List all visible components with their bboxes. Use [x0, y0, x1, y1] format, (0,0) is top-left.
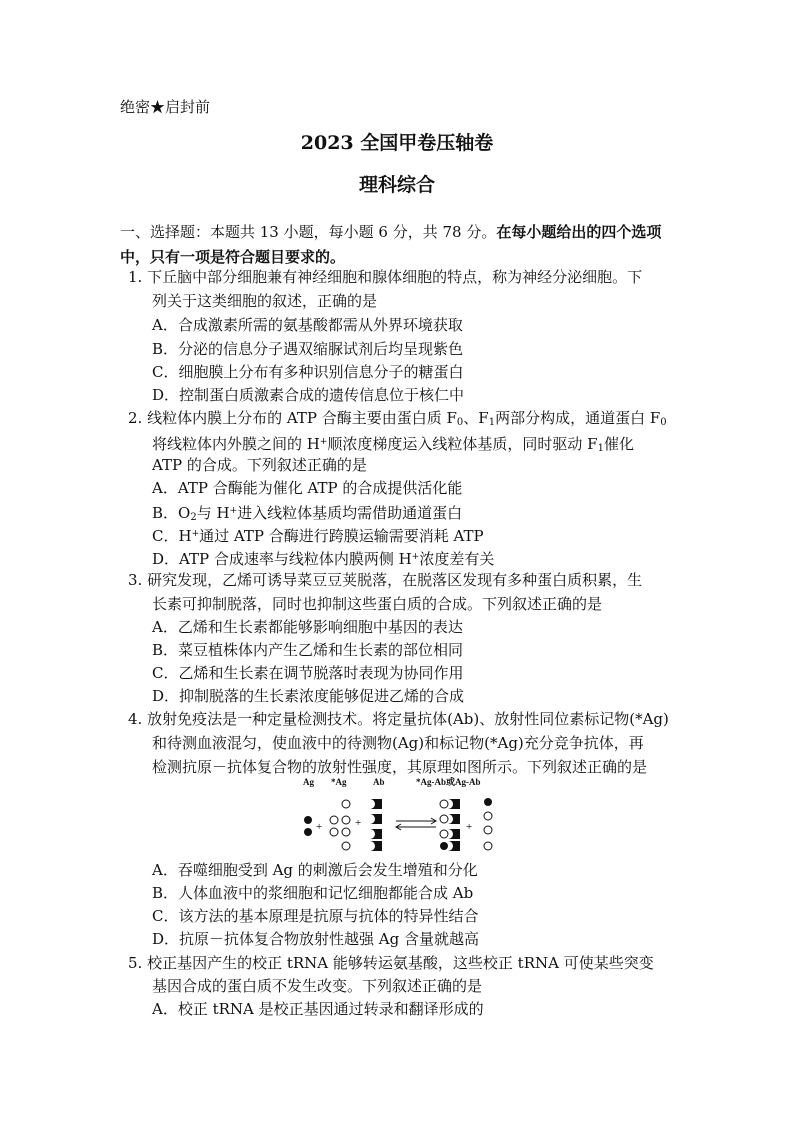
q2-subscript-0b: 0 — [660, 417, 667, 428]
q2-superscript-plus: + — [319, 437, 328, 447]
exam-title: 2023 全国甲卷压轴卷 — [300, 132, 494, 154]
star-ag-open-circle — [342, 816, 350, 824]
free-filled-circle — [484, 798, 492, 806]
label-star-ag: *Ag — [331, 777, 347, 787]
star-ag-open-circle — [330, 816, 338, 824]
section-instructions — [120, 220, 680, 270]
section-heading: 一、选择题：本题共 13 小题，每小题 6 分，共 78 分。 — [120, 223, 497, 241]
label-complex: *Ag-Ab或Ag-Ab — [416, 777, 481, 787]
q4-option-c: C．该方法的基本原理是抗原与抗体的特异性结合 — [152, 907, 479, 925]
star-ag-open-circle — [342, 828, 350, 836]
q2-stem-line3: ATP 的合成。下列叙述正确的是 — [152, 456, 367, 474]
exam-subject: 理科综合 — [358, 174, 435, 196]
q1-stem-line2: 列关于这类细胞的叙述，正确的是 — [152, 292, 378, 310]
complex-filled-circle — [440, 842, 448, 850]
q2-option-a: A．ATP 合酶能为催化 ATP 的合成提供活化能 — [152, 479, 463, 497]
q1-option-d: D．控制蛋白质激素合成的遗传信息位于核仁中 — [152, 386, 465, 404]
q2-option-b-superscript: + — [229, 506, 238, 516]
q4-option-b: B．人体血液中的浆细胞和记忆细胞都能合成 Ab — [152, 884, 474, 902]
q2-option-c-superscript: + — [191, 529, 200, 539]
section-instruction: 在每小题给出的四个选项中，只有一项是符合题目要求的。 — [120, 223, 662, 266]
q1-option-b: B．分泌的信息分子遇双缩脲试剂后均呈现紫色 — [152, 340, 464, 358]
q3-option-d: D．抑制脱落的生长素浓度能够促进乙烯的合成 — [152, 687, 465, 705]
q2-subscript-1b: 1 — [597, 443, 604, 454]
antibody-block — [370, 829, 382, 839]
q2-option-b-part-b: 与 H — [196, 504, 230, 522]
free-open-circle — [484, 826, 492, 834]
q2-stem1-part-a: 2. 线粒体内膜上分布的 ATP 合酶主要由蛋白质 F — [128, 409, 457, 427]
plus-sign: + — [466, 821, 473, 833]
q2-option-b-subscript: 2 — [190, 512, 197, 523]
ag-filled-circle — [304, 816, 312, 824]
q4-option-d: D．抗原－抗体复合物放射性越强 Ag 含量就越高 — [152, 930, 479, 948]
q2-stem2-part-a: 将线粒体内外膜之间的 H — [152, 435, 320, 453]
complex-antibody — [448, 814, 460, 824]
q2-subscript-0: 0 — [456, 417, 464, 428]
antibody-block — [370, 841, 382, 851]
complex-open-circle — [440, 830, 448, 838]
star-ag-open-circle — [330, 828, 338, 836]
antibody-block — [370, 814, 382, 824]
free-open-circle — [484, 842, 492, 850]
q2-stem2-part-b: 顺浓度梯度运入线粒体基质，同时驱动 F — [327, 435, 598, 453]
ag-filled-circle — [304, 828, 312, 836]
secret-label: 绝密★启封前 — [120, 98, 211, 116]
q5-stem-line1: 5. 校正基因产生的校正 tRNA 能够转运氨基酸，这些校正 tRNA 可使某些突变 — [128, 954, 654, 972]
q5-stem-line2: 基因合成的蛋白质不发生改变。下列叙述正确的是 — [152, 977, 483, 995]
q2-option-b-part-c: 进入线粒体基质均需借助通道蛋白 — [237, 504, 463, 522]
q4-stem-line2: 和待测血液混匀，使血液中的待测物(Ag)和标记物(*Ag)充分竞争抗体，再 — [152, 734, 644, 752]
complex-antibody — [448, 829, 460, 839]
complex-open-circle — [440, 815, 448, 823]
complex-antibody — [448, 841, 460, 851]
q5-option-a: A．校正 tRNA 是校正基因通过转录和翻译形成的 — [152, 1000, 484, 1018]
q2-option-c-part-a: C．H — [152, 527, 192, 545]
q2-subscript-1: 1 — [488, 417, 496, 428]
q2-option-c-part-b: 通过 ATP 合酶进行跨膜运输需要消耗 ATP — [199, 527, 484, 545]
q2-option-c — [152, 523, 484, 547]
star-ag-open-circle — [342, 842, 350, 850]
q2-option-d — [152, 546, 494, 570]
q2-option-d-part-a: D．ATP 合成速率与线粒体内膜两侧 H — [152, 550, 412, 568]
q2-stem-line1 — [128, 407, 667, 434]
radioimmunoassay-diagram — [298, 774, 504, 858]
q4-stem-line1: 4. 放射免疫法是一种定量检测技术。将定量抗体(Ab)、放射性同位素标记物(*Ag) — [128, 710, 669, 728]
antibody-block — [370, 799, 382, 809]
free-open-circle — [484, 812, 492, 820]
q3-stem-line1: 3. 研究发现，乙烯可诱导菜豆豆荚脱落，在脱落区发现有多种蛋白质积累，生 — [128, 571, 643, 589]
q1-option-c: C．细胞膜上分布有多种识别信息分子的糖蛋白 — [152, 363, 464, 381]
q4-option-a: A．吞噬细胞受到 Ag 的刺激后会发生增殖和分化 — [152, 861, 478, 879]
plus-sign: + — [355, 817, 362, 829]
q2-option-d-part-b: 浓度差有关 — [419, 550, 495, 568]
complex-antibody — [448, 799, 460, 809]
q2-stem1-part-c: 两部分构成，通道蛋白 F — [495, 409, 661, 427]
q2-stem1-part-b: 、F — [463, 409, 489, 427]
q3-option-c: C．乙烯和生长素在调节脱落时表现为协同作用 — [152, 664, 464, 682]
q2-option-d-superscript: + — [411, 552, 420, 562]
q1-stem-line1: 1. 下丘脑中部分细胞兼有神经细胞和腺体细胞的特点，称为神经分泌细胞。下 — [128, 268, 643, 286]
q3-option-a: A．乙烯和生长素都能够影响细胞中基因的表达 — [152, 618, 463, 636]
complex-open-circle — [440, 800, 448, 808]
plus-sign: + — [316, 821, 323, 833]
star-ag-open-circle — [342, 800, 350, 808]
q3-stem-line2: 长素可抑制脱落，同时也抑制这些蛋白质的合成。下列叙述正确的是 — [152, 595, 603, 613]
label-ag: Ag — [303, 777, 314, 787]
q4-stem-line3: 检测抗原－抗体复合物的放射性强度，其原理如图所示。下列叙述正确的是 — [152, 758, 648, 776]
q2-option-b-part-a: B．O — [152, 504, 191, 522]
q3-option-b: B．菜豆植株体内产生乙烯和生长素的部位相同 — [152, 641, 464, 659]
q2-stem2-part-c: 催化 — [603, 435, 634, 453]
label-ab: Ab — [373, 777, 385, 787]
reversible-arrow — [396, 818, 436, 830]
q1-option-a: A．合成激素所需的氨基酸都需从外界环境获取 — [152, 316, 463, 334]
